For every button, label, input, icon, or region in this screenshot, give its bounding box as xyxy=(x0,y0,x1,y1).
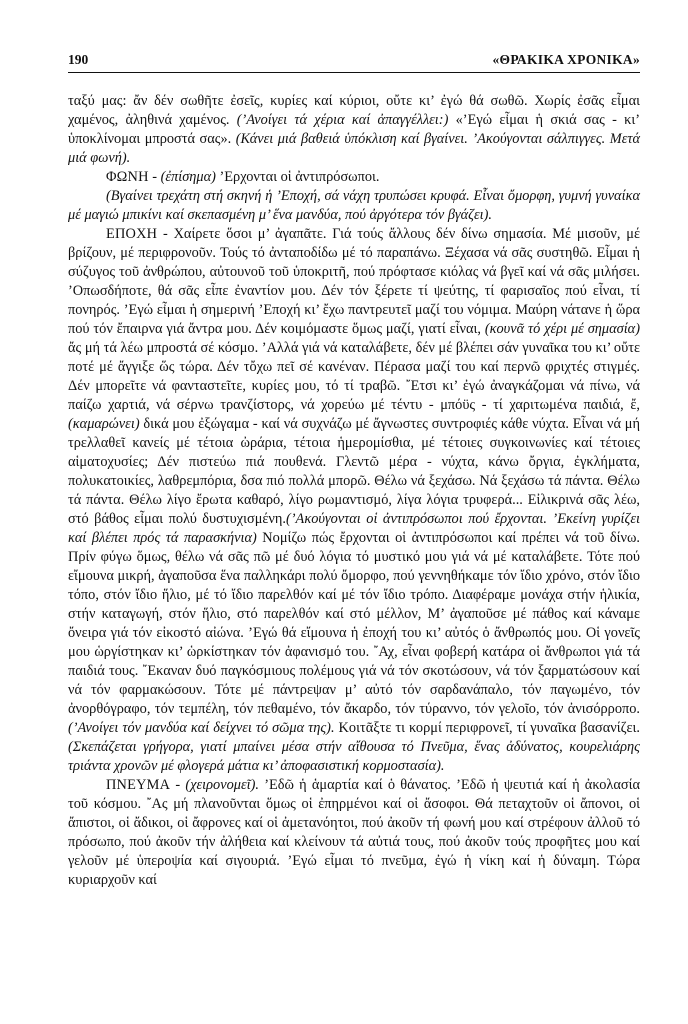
page-body xyxy=(68,92,640,890)
stage-direction: Εἶναι ὄμορφη, γυμνή γυναίκα μέ μαγιώ μπικίνι καί σκεπασμένη μ’ ἕνα μανδύα, πού ἀργότερα τόν βγάζει). xyxy=(68,188,640,223)
book-page xyxy=(68,52,640,890)
dialogue-text: - xyxy=(170,777,186,793)
dialogue-text: ’Ερχονται οἱ ἀντιπρόσωποι. xyxy=(215,169,380,185)
stage-direction: (Σκεπάζεται γρήγορα, γιατί μπαίνει μέσα στήν αἴθουσα τό Πνεῦμα, ἕνας ἀδύνατος, κουρελιάρης τριάντα χρονῶν μέ φλογερά μάτια κι’ ἀποφασιστική κορμοστασία). xyxy=(68,739,640,774)
header-rule xyxy=(68,72,640,73)
running-header xyxy=(68,52,640,68)
page-number: 190 xyxy=(68,52,89,67)
stage-direction: (κουνᾶ τό χέρι μέ σημασία) xyxy=(484,321,640,337)
paragraph-voice xyxy=(68,168,640,187)
dialogue-text: ’Εδῶ ἡ ἁμαρτία καί ὁ θάνατος. ’Εδῶ ἡ ψευτιά καί ἡ ἀκολασία τοῦ κόσμου. ῎Ας μή πλανοῦνται ὅμως οἱ ἐπηρμένοι καί οἱ ἄσοφοι. Θά πεταχτοῦν οἱ ἄπονοι, οἱ ἄπιστοι, οἱ ἄδικοι, οἱ ἄφρονες καί οἱ ἀμετανόητοι, πού ἀκοῦν τή φωνή μου καί στρέφουν ἀλλοῦ τό πρόσωπο, πού ἀκοῦν τήν ἀλήθεια καί κλείνουν τά αὐτιά τους, πού ἀκοῦν τούς προφῆτες μου καί γελοῦν μέ ὑπεροψία καί σιγουριά. ’Εγώ εἶμαι τό πνεῦμα, ἐγώ ἡ νίκη καί ἡ δύναμη. Τώρα κυριαρχοῦν καί xyxy=(68,777,640,888)
paragraph-stage-direction xyxy=(68,187,640,225)
stage-direction: (’Ανοίγει τά χέρια καί ἀπαγγέλλει:) xyxy=(236,112,449,128)
dialogue-text: ταξύ μας: ἄν δέν σωθῆτε ἐσεῖς, κυρίες καί κύριοι, οὔτε κι’ ἐγώ θά σωθῶ. Χωρίς ἐσᾶς εἶμαι χαμένος, ἀληθινά χαμένος. xyxy=(68,93,640,128)
stage-direction: (χειρονομεῖ). xyxy=(185,777,259,793)
dialogue-text: - xyxy=(148,169,161,185)
dialogue-text: ἄς μή τά λέω μπροστά σέ κόσμο. ’Αλλά γιά νά καταλάβετε, δέν μέ βλέπει σάν γυναῖκα του κι’ οὔτε ποτέ μέ ἄγγιξε ὥς τώρα. Δέν τὄχω πεῖ σέ κανέναν. Πέρασα μαζί του καί περνῶ φριχτές στιγμές. Δέν μπορεῖτε νά φανταστεῖτε, κυρίες μου, τό τί τραβῶ. ῎Ετσι κι’ ἐγώ ἀναγκάζομαι νά πίνω, νά παίζω χαρτιά, νά σέρνω τρανζίστορς, νά χορεύω μέ τέντυ - μπόϋς - τί χαριτωμένα παιδιά, ἔ, xyxy=(68,340,640,413)
stage-direction: (ἐπίσημα) xyxy=(160,169,216,185)
paragraph-spirit-speech xyxy=(68,776,640,890)
dialogue-text: Κοιτᾶξτε τι κορμί περιφρονεῖ, τί γυναῖκα βασανίζει. xyxy=(334,720,640,736)
running-title: «ΘΡΑΚΙΚΑ ΧΡΟΝΙΚΑ» xyxy=(492,52,640,67)
speaker-name: ΠΝΕΥΜΑ xyxy=(106,777,171,793)
dialogue-text: - Χαίρετε ὅσοι μ’ ἀγαπᾶτε. Γιά τούς ἄλλους δέν δίνω σημασία. Μέ μισοῦν, μέ βρίζουν, μέ περιφρονοῦν. Τούς τό ἀνταποδίδω μέ τό παραπάνω. Ξέχασα νά σᾶς συστηθῶ. Εἶμαι ἡ σύζυγος τοῦ ἀνθρώπου, αὐτουνοῦ τοῦ ὑποκριτῆ, πού πρόφτασε κιόλας νά βγεῖ καί νά σᾶς μιλήσει. ’Οπωσδήποτε, θά σᾶς εἶπε ἐναντίον μου. Δέν τόν ξέρετε τί ψεύτης, τί φαρισαῖος πού εἶναι, τί πονηρός. ’Εγώ εἶμαι ἡ σημερινή ’Εποχή κι’ ἔχω παντρευτεῖ μαζί του νόμιμα. Μαύρη νάτανε ἡ ὥρα πού τόν ἔπαιρνα γιά ἄντρα μου. Δέν κοιμόμαστε ὅμως μαζί, γιατί εἶναι, xyxy=(68,226,640,337)
stage-direction: (Βγαίνει τρεχάτη στή σκηνή ἡ ’Εποχή, σά νάχη τρυπώσει κρυφά. xyxy=(106,188,470,204)
stage-direction: (καμαρώνει) xyxy=(68,416,140,432)
speaker-name: ΕΠΟΧΗ xyxy=(106,226,158,242)
stage-direction: (’Ακούγονται οἱ ἀντιπρόσωποι πού ἔρχονται. ’Εκείνη γυρίζει καί βλέπει πρός τά παρασκήνια) xyxy=(68,511,640,546)
dialogue-text: Νομίζω πώς ἔρχονται οἱ ἀντιπρόσωποι καί πρέπει νά τοῦ δίνω. Πρίν φύγω ὅμως, θέλω νά σᾶς πῶ μέ δυό λόγια τό μυστικό μου γιά νά μέ καταλάβετε. Τότε πού εἴμουνα μικρή, ἀγαποῦσα ἕνα παλληκάρι πολύ ὄμορφο, πού γεννηθήκαμε τόν ἴδιο χρόνο, στόν ἴδιο τόπο, στόν ἴδιο ἥλιο, μέ τό ἴδιο παρελθόν καί μέ τόν ἴδιο τρόπο. Διαφέραμε μονάχα στήν ἡλικία, στήν καταγωγή, στόν ἥλιο, στό παρελθόν καί στό μέλλον, Μ’ ἀγαποῦσε μέ πάθος καί κάναμε ὄνειρα γιά τόν εἰκοστό αἰώνα. ’Εγώ θά εἴμουνα ἡ ἐποχή του κι’ αὐτός ὁ ἄνθρωπός μου. Οἱ γονεῖς μου ὡργίστηκαν κι’ ὡρκίστηκαν τόν ἀφανισμό του. ῎Αχ, εἶναι φοβερή κατάρα οἱ ἄνθρωποι γιά τά παιδιά τους. ῎Εκαναν δυό παγκόσμιους πολέμους γιά νά τόν σκοτώσουν, νά τόν ξαρματώσουν καί νά τόν φαρμακώσουν. Τότε μέ πάντρεψαν μ’ αὐτό τόν σαρδανάπαλο, τόν παγωμένο, τόν ἀνορθόγραφο, τόν τεμπέλη, τόν πεθαμένο, τόν ἄκαρδο, τόν τύραννο, τόν γελοῖο, τόν ἀνισόρροπο. xyxy=(68,530,640,717)
stage-direction: (Κάνει μιά βαθειά ὑπόκλιση καί βγαίνει. ’Ακούγονται σάλπιγγες. Μετά μιά φωνή). xyxy=(68,131,641,166)
speaker-name: ΦΩΝΗ xyxy=(106,169,149,185)
paragraph-epoch-speech xyxy=(68,225,640,776)
dialogue-text: δικά μου ἐξώγαμα - καί νά συχνάζω μέ ἄγνωστες συντροφιές κάθε νύχτα. Εἶναι νά μή τρελλαθεῖ κανείς μέ τέτοια ὠράρια, τέτοια ἡμερομίσθια, μέ τέτοιες συγκοινωνίες καί τέτοιες αἱματοχυσίες; Δέν πιστεύω πιά πουθενά. Γλεντῶ μέρα - νύχτα, κάνω ὄργια, ἐγκλήματα, πολυκατοικίες, λαθρεμπόρια, δσα πιό πολλά μπορῶ. Θέλω νά ξεχάσω. Νά ξεχάσω τά πάντα. Θέλω τά πάντα. Θέλω λίγο ἔρωτα καθαρό, λίγο ρωμαντισμό, λίγα λόγια τρυφερά... Εἰλικρινά σᾶς λέω, στό βάθος εἶμαι πολύ δυστυχισμένη. xyxy=(68,416,640,527)
dialogue-text: «’Εγώ εἶμαι ἡ σκιά σας - κι’ ὑποκλίνομαι μπροστά σας». xyxy=(68,112,640,147)
paragraph-continuation xyxy=(68,92,640,168)
stage-direction: (’Ανοίγει τόν μανδύα καί δείχνει τό σῶμα της). xyxy=(68,720,335,736)
